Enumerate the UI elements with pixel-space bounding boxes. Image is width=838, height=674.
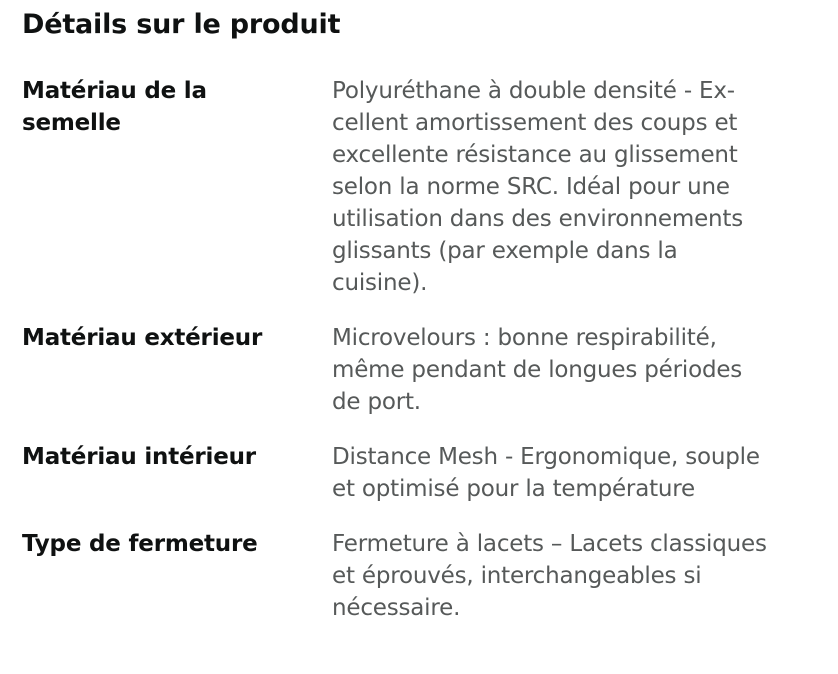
- detail-row-closure-type: [22, 528, 816, 624]
- detail-value: Polyuréthane à double densité - Ex- cellent amortissement des coups et excellente résistance au glissement selon la norme SRC. Idéal pour une utilisation dans des environnements glissants (par exemple dans la cuisine).: [332, 78, 744, 296]
- detail-label: Type de fermeture: [22, 531, 258, 557]
- detail-row-inner-material: [22, 441, 816, 505]
- detail-label: Matériau intérieur: [22, 444, 256, 470]
- detail-label: Matériau extérieur: [22, 325, 263, 351]
- detail-value: Fermeture à lacets – Lacets classiques et éprouvés, interchangeables si nécessaire.: [332, 531, 767, 621]
- detail-row-outer-material: [22, 322, 816, 418]
- detail-value: Distance Mesh - Ergonomique, souple et optimisé pour la température: [332, 444, 760, 502]
- detail-row-sole-material: [22, 75, 816, 299]
- detail-value: Microvelours : bonne respirabilité, même pendant de longues périodes de port.: [332, 325, 743, 415]
- details-list: [22, 75, 816, 624]
- detail-label: Matériau de la semelle: [22, 78, 207, 136]
- section-title: Détails sur le produit: [22, 9, 341, 40]
